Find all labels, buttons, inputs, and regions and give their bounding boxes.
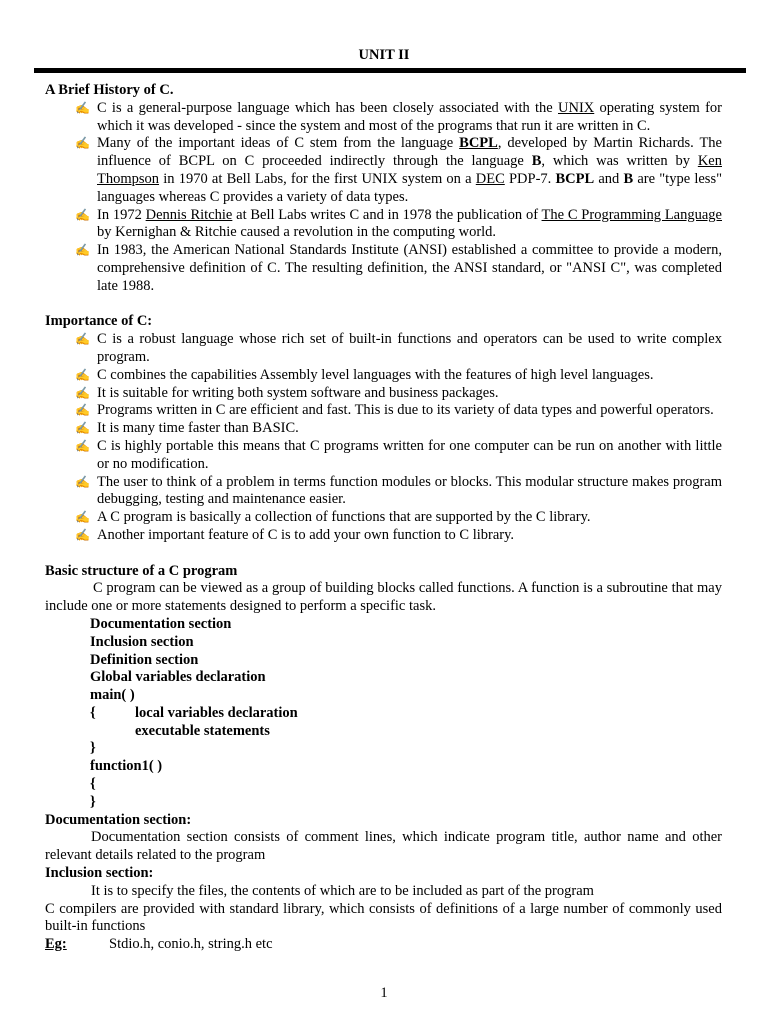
book-title-link: The C Programming Language — [541, 206, 722, 223]
list-item: ✍ C is a robust language whose rich set of built-in functions and operators can be used to write complex program. — [75, 331, 722, 365]
outline-line: Global variables declaration — [90, 669, 266, 686]
outline-line: Inclusion section — [90, 633, 194, 650]
list-item: ✍ In 1972 Dennis Ritchie at Bell Labs writes C and in 1978 the publication of The C Programming Language by Kernighan & Ritchie caused a revolution in the computing world. — [75, 206, 722, 241]
page-title: UNIT II — [358, 47, 410, 63]
list-item: ✍ In 1983, the American National Standards Institute (ANSI) established a committee to provide a modern, comprehensive definition of C. The resulting definition, the ANSI standard, or "ANSI C", was completed late 1988. — [75, 242, 722, 294]
writing-hand-icon: ✍ — [75, 207, 90, 222]
outline-line: } — [90, 793, 96, 810]
unix-link: UNIX — [558, 99, 595, 116]
structure-intro: C program can be viewed as a group of building blocks called functions. A function is a subroutine that may include one or more statements designed to perform a specific task. — [45, 580, 722, 615]
writing-hand-icon: ✍ — [75, 367, 90, 382]
writing-hand-icon: ✍ — [75, 527, 90, 542]
list-item: ✍ The user to think of a problem in terms function modules or blocks. This modular structure makes program debugging, testing and maintenance easier. — [75, 473, 722, 508]
list-item: ✍ C is highly portable this means that C programs written for one computer can be run on another with little or no modification. — [75, 437, 722, 472]
writing-hand-icon: ✍ — [75, 403, 90, 418]
list-item: ✍ A C program is basically a collection of functions that are supported by the C library. — [75, 509, 591, 526]
list-item: ✍ Programs written in C are efficient and fast. This is due to its variety of data types and powerful operators. — [75, 402, 714, 419]
page-number: 1 — [380, 985, 388, 1001]
list-item: ✍ It is suitable for writing both system software and business packages. — [75, 384, 499, 401]
importance-list — [45, 331, 722, 545]
history-list — [45, 100, 722, 296]
document-body — [45, 82, 722, 954]
inclusion-text: It is to specify the files, the contents of which are to be included as part of the program — [91, 882, 594, 899]
structure-heading: Basic structure of a C program — [45, 562, 238, 579]
writing-hand-icon: ✍ — [75, 385, 90, 400]
outline-line: executable statements — [135, 722, 270, 739]
writing-hand-icon: ✍ — [75, 438, 90, 453]
list-item: ✍ Many of the important ideas of C stem from the language BCPL, developed by Martin Richards. The influence of BCPL on C proceeded indirectly through the language B, which was written by Ken Thompson in 1970 at Bell Labs, for the first UNIX system on a DEC PDP-7. BCPL and B are "type less" languages whereas C provides a variety of data types. — [75, 135, 723, 205]
writing-hand-icon: ✍ — [75, 243, 90, 258]
writing-hand-icon: ✍ — [75, 510, 90, 525]
importance-heading: Importance of C: — [45, 313, 153, 330]
outline-line: main( ) — [90, 687, 135, 704]
dennis-ritchie-link: Dennis Ritchie — [145, 206, 233, 223]
outline-line: function1( ) — [90, 758, 163, 775]
list-item: ✍ C combines the capabilities Assembly level languages with the features of high level languages. — [75, 366, 654, 383]
outline-line: { local variables declaration — [90, 704, 298, 721]
inclusion-heading: Inclusion section: — [45, 865, 154, 882]
list-item: ✍ Another important feature of C is to add your own function to C library. — [75, 526, 515, 543]
history-heading: A Brief History of C. — [45, 82, 174, 98]
inclusion-library-text: C compilers are provided with standard library, which consists of definitions of a large number of commonly used built-in functions — [45, 900, 722, 935]
writing-hand-icon: ✍ — [75, 421, 90, 436]
header-rule — [34, 68, 746, 73]
outline-line: { — [90, 776, 96, 793]
dec-link: DEC — [475, 170, 505, 187]
documentation-text: Documentation section consists of comment lines, which indicate program title, author name and other relevant details related to the program — [45, 829, 722, 864]
list-item: ✍ C is a general-purpose language which has been closely associated with the UNIX operating system for which it was developed - since the system and most of the programs that run it are written in C. — [75, 99, 722, 134]
writing-hand-icon: ✍ — [75, 100, 90, 115]
writing-hand-icon: ✍ — [75, 136, 90, 151]
bcpl-link: BCPL — [459, 135, 498, 152]
outline-line: } — [90, 740, 96, 757]
outline-line: Documentation section — [90, 615, 232, 632]
writing-hand-icon: ✍ — [75, 474, 90, 489]
outline-line: Definition section — [90, 651, 199, 668]
example-label: Eg: — [45, 936, 67, 953]
documentation-heading: Documentation section: — [45, 811, 192, 828]
structure-outline — [45, 616, 722, 812]
list-item: ✍ It is many time faster than BASIC. — [75, 420, 299, 437]
ken-thompson-link: Ken Thompson — [97, 153, 722, 187]
example-text: Stdio.h, conio.h, string.h etc — [109, 936, 273, 953]
example-line — [45, 936, 722, 954]
writing-hand-icon: ✍ — [75, 332, 90, 347]
